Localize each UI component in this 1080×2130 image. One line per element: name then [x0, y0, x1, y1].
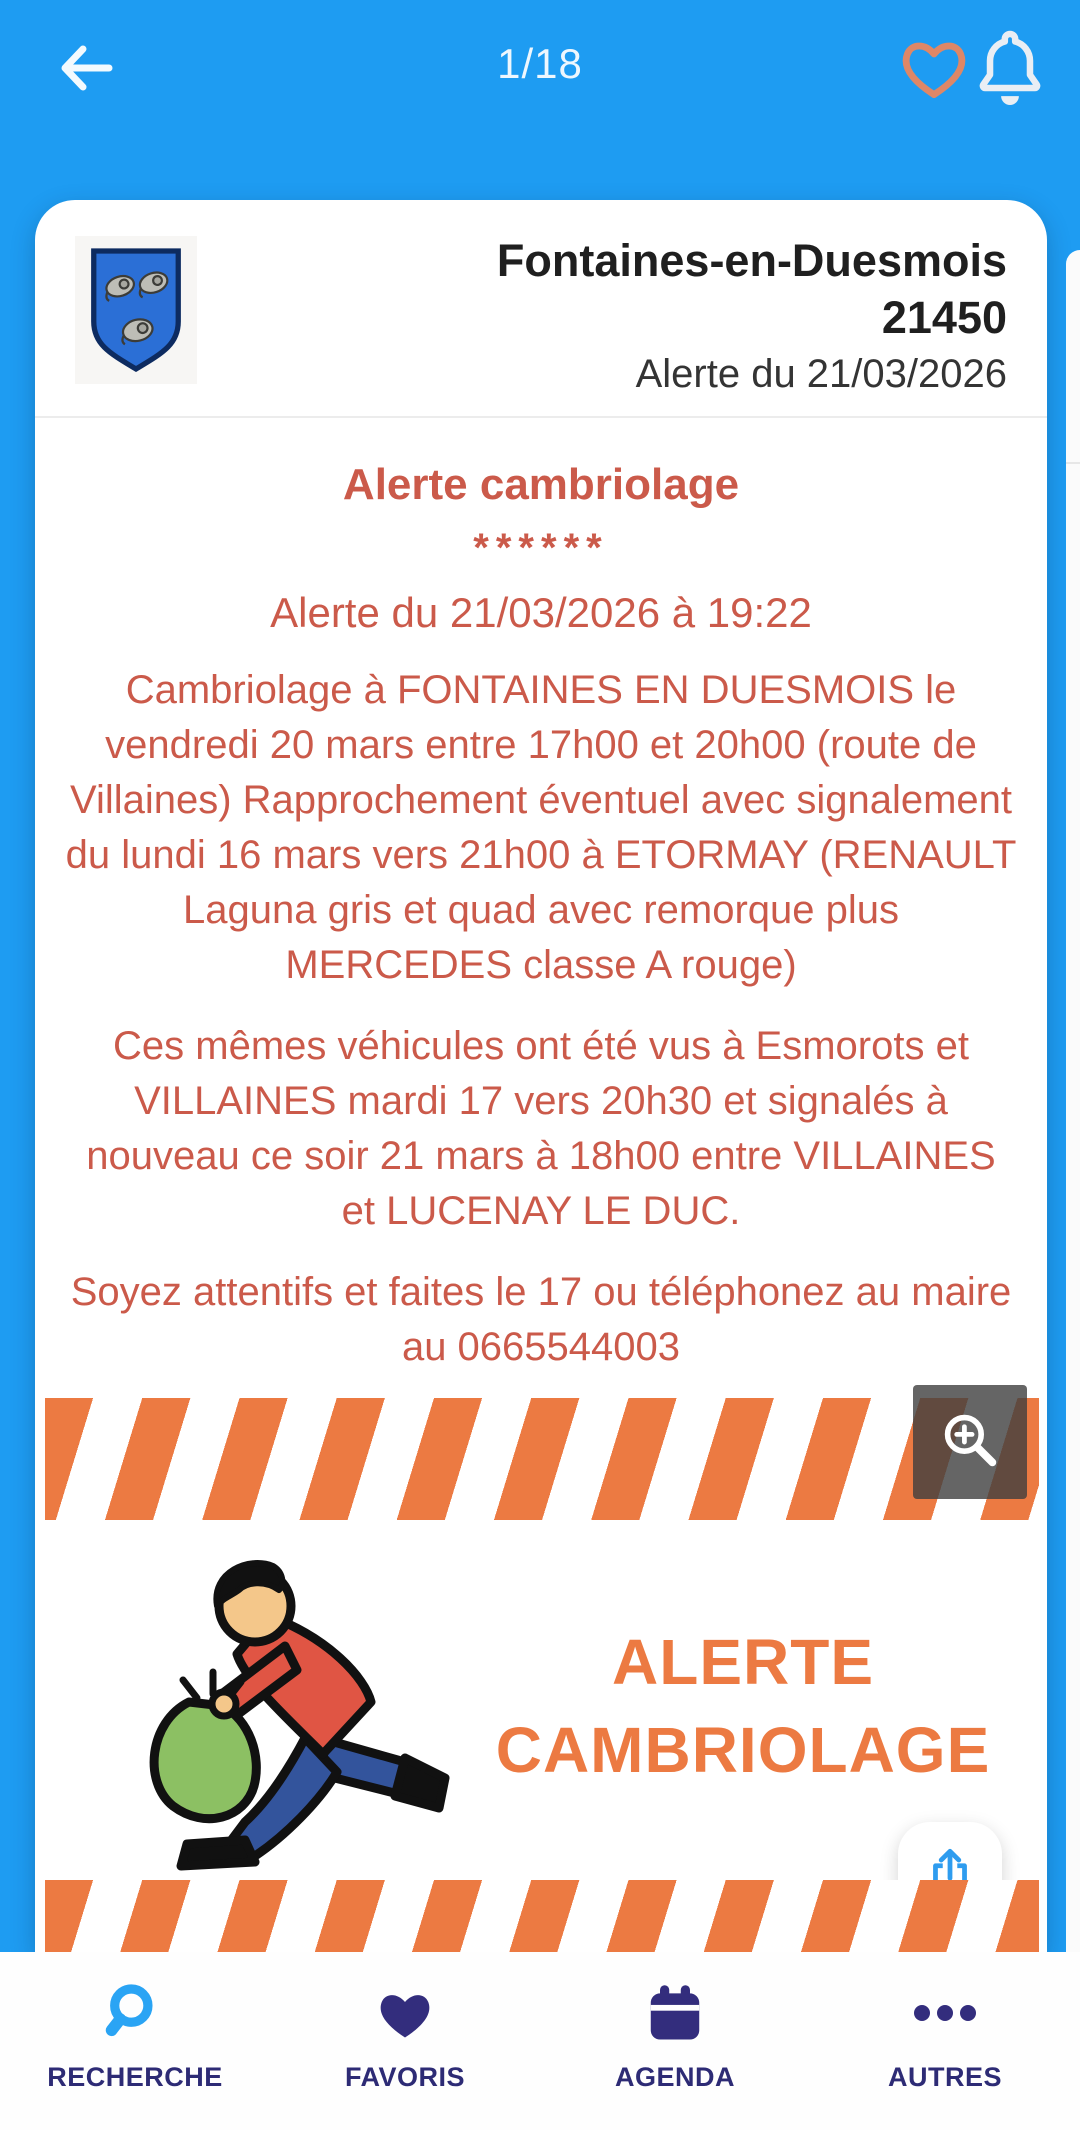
nav-item-autres[interactable] — [810, 1952, 1080, 2130]
alert-date: Alerte du 21/03/2026 — [635, 352, 1007, 396]
poster-text — [443, 1618, 1043, 1794]
alert-body — [35, 418, 1047, 1375]
nav-item-favoris[interactable] — [270, 1952, 540, 2130]
bottom-navigation — [0, 1952, 1080, 2130]
separator-stars: ****** — [473, 526, 609, 570]
search-icon — [103, 1980, 167, 2046]
next-card-peek[interactable] — [1066, 250, 1080, 1952]
bell-outline-icon — [973, 28, 1047, 113]
magnifier-plus-icon — [935, 1405, 1005, 1480]
heart-icon — [374, 1980, 436, 2046]
alert-paragraph: Soyez attentifs et faites le 17 ou téléphonez au maire au 0665544003 — [70, 1270, 1012, 1369]
calendar-icon — [645, 1980, 705, 2046]
burglar-illustration — [127, 1550, 461, 1884]
poster-line1: ALERTE — [612, 1626, 874, 1698]
zoom-image-button[interactable] — [913, 1385, 1027, 1499]
nav-item-agenda[interactable] — [540, 1952, 810, 2130]
nav-label: FAVORIS — [344, 2062, 466, 2092]
alert-title: Alerte cambriolage — [342, 460, 740, 509]
heart-outline-icon — [898, 34, 970, 107]
alert-datetime: Alerte du 21/03/2026 à 19:22 — [270, 589, 812, 636]
nav-label: AGENDA — [614, 2062, 735, 2092]
dots-icon — [910, 1980, 980, 2046]
nav-label: AUTRES — [887, 2062, 1002, 2092]
nav-item-recherche[interactable] — [0, 1952, 270, 2130]
alert-paragraph: Cambriolage à FONTAINES EN DUESMOIS le vendredi 20 mars entre 17h00 et 20h00 (route de Villaines) Rapprochement éventuel avec signalement du lundi 16 mars vers 21h00 à ETORMAY (RENAULT Laguna gris et quad avec remorque plus MERCEDES classe A rouge) — [65, 668, 1017, 987]
commune-crest — [75, 236, 197, 384]
favorite-button[interactable] — [896, 32, 972, 108]
postal-code: 21450 — [881, 292, 1007, 343]
notifications-button[interactable] — [970, 28, 1050, 112]
next-card-divider — [1066, 462, 1080, 464]
commune-name: Fontaines-en-Duesmois — [496, 235, 1007, 286]
warning-stripes-top — [45, 1398, 1039, 1520]
warning-stripes-bottom — [45, 1880, 1039, 1952]
poster-line2: CAMBRIOLAGE — [495, 1714, 991, 1786]
card-header — [35, 200, 1047, 418]
top-bar — [0, 0, 1080, 160]
alert-paragraph: Ces mêmes véhicules ont été vus à Esmorots et VILLAINES mardi 17 vers 20h30 et signalés à nouveau ce soir 21 mars à 18h00 entre VILLAINES et LUCENAY LE DUC. — [86, 1024, 996, 1233]
alert-card — [35, 200, 1047, 1952]
nav-label: RECHERCHE — [47, 2062, 223, 2092]
pager-counter: 1/18 — [497, 40, 583, 87]
